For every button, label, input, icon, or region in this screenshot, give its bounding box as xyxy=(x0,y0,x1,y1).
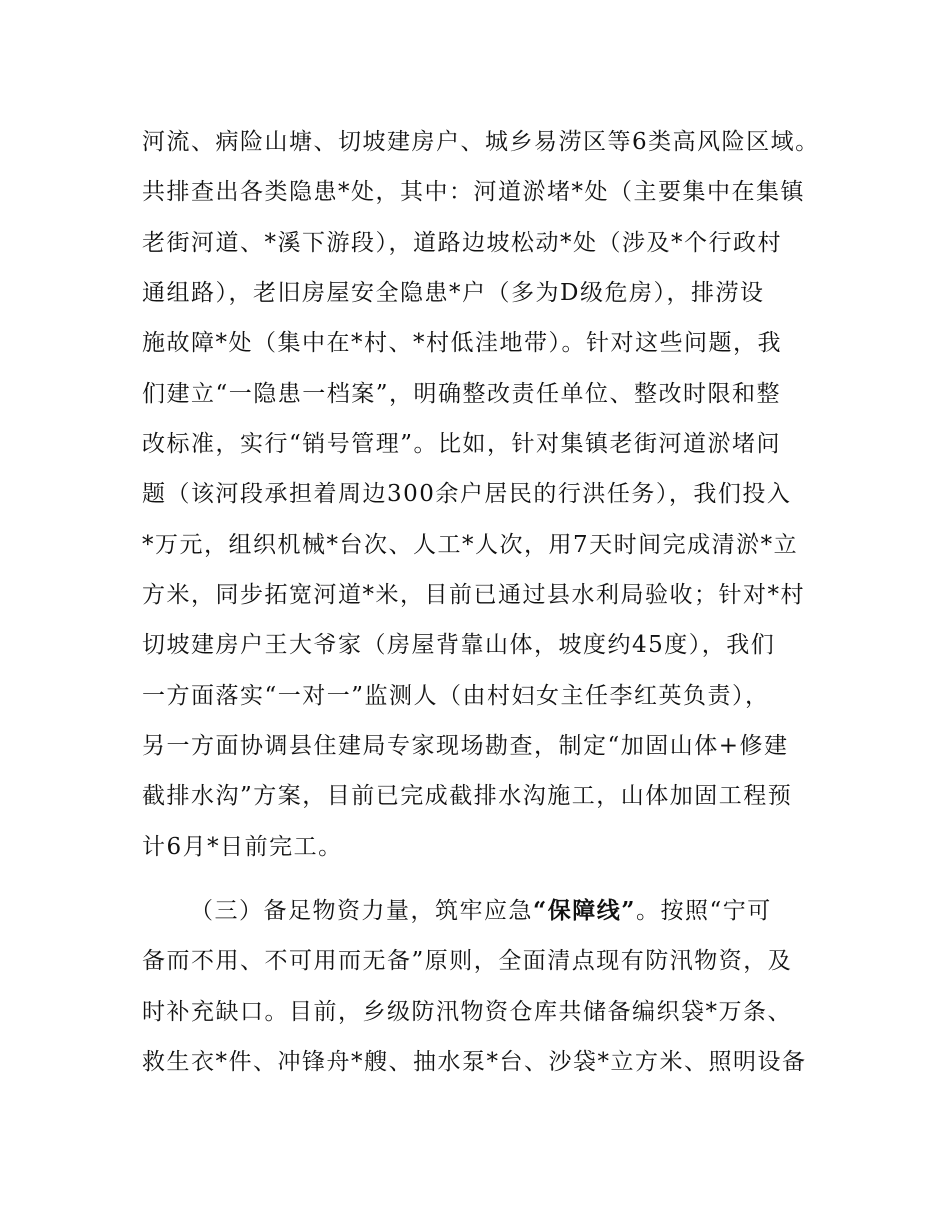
paragraph-line: 河流、病险山塘、切坡建房户、城乡易涝区等6类高风险区域。 xyxy=(142,129,820,155)
paragraph-line: *万元，组织机械*台次、人工*人次，用7天时间完成清淤*立 xyxy=(142,532,799,558)
paragraph-line: 共排查出各类隐患*处，其中：河道淤堵*处（主要集中在集镇 xyxy=(142,179,805,205)
paragraph-line: 救生衣*件、冲锋舟*艘、抽水泵*台、沙袋*立方米、照明设备 xyxy=(142,1049,807,1075)
paragraph-line: 另一方面协调县住建局专家现场勘查，制定“加固山体+修建 xyxy=(142,733,789,759)
paragraph-line: 计6月*日前完工。 xyxy=(142,834,343,860)
paragraph-line: 老街河道、*溪下游段），道路边坡松动*处（涉及*个行政村 xyxy=(142,230,782,256)
paragraph-line: 一方面落实“一对一”监测人（由村妇女主任李红英负责）， xyxy=(142,683,770,709)
section-heading-emphasis: “保障线” xyxy=(533,897,636,924)
paragraph-line: 时补充缺口。目前，乡级防汛物资仓库共储备编织袋*万条、 xyxy=(142,999,792,1025)
section-heading-lead: （三）备足物资力量，筑牢应急 xyxy=(190,898,533,924)
section-heading-tail: 。按照“宁可 xyxy=(635,898,772,924)
paragraph-line: 施故障*处（集中在*村、*村低洼地带）。针对这些问题，我 xyxy=(142,330,782,356)
paragraph-line: 方米，同步拓宽河道*米，目前已通过县水利局验收；针对*村 xyxy=(142,582,805,608)
section-heading-line xyxy=(190,896,772,926)
paragraph-line: 通组路），老旧房屋安全隐患*户（多为D级危房），排涝设 xyxy=(142,280,765,306)
paragraph-line: 题（该河段承担着周边300余户居民的行洪任务），我们投入 xyxy=(142,481,792,507)
paragraph-line: 切坡建房户王大爷家（房屋背靠山体，坡度约45度），我们 xyxy=(142,632,776,658)
paragraph-line: 改标准，实行“销号管理”。比如，针对集镇老街河道淤堵问 xyxy=(142,431,782,457)
paragraph-line: 们建立“一隐患一档案”，明确整改责任单位、整改时限和整 xyxy=(142,381,782,407)
paragraph-line: 备而不用、不可用而无备”原则，全面清点现有防汛物资，及 xyxy=(142,948,793,974)
paragraph-line: 截排水沟”方案，目前已完成截排水沟施工，山体加固工程预 xyxy=(142,783,793,809)
